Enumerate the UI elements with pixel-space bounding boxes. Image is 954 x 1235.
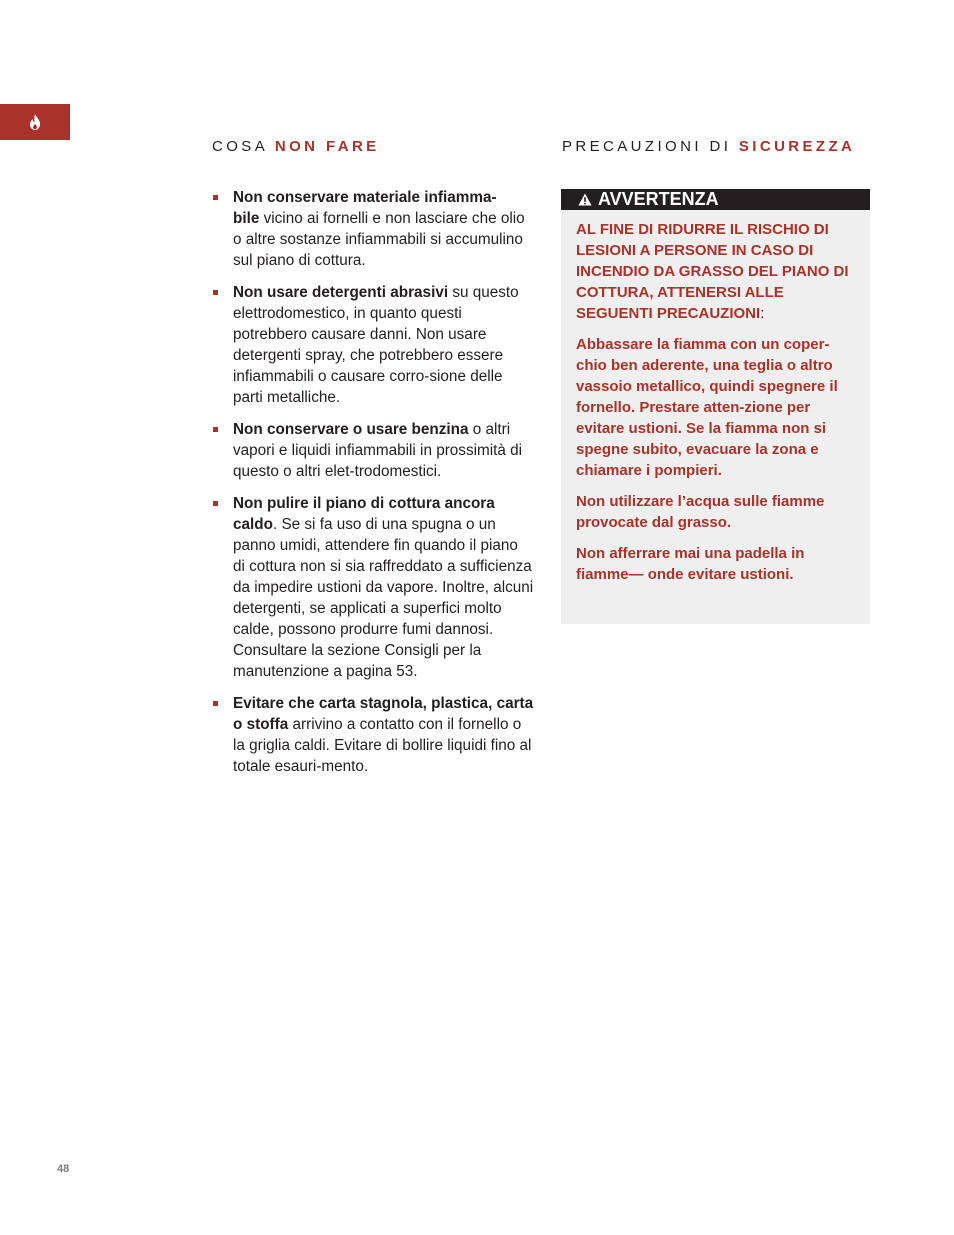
warning-intro-colon: : [760, 305, 765, 322]
item-bold-text: Non conservare materiale infiamma- [233, 189, 497, 206]
bullet-square-icon [213, 427, 218, 432]
item-bold-text: Non conservare o usare benzina [233, 421, 469, 438]
item-text: arrivino a contatto con il fornello o la griglia caldi. Evitare di bollire liquidi fino al totale esauri-mento. [233, 716, 532, 775]
warning-paragraph: Non utilizzare l’acqua sulle fiamme provocate dal grasso. [576, 493, 825, 531]
warning-box [561, 189, 870, 624]
bullet-square-icon [213, 290, 218, 295]
section-heading-cosa-non-fare [212, 138, 380, 155]
heading-accent: SICUREZZA [738, 138, 856, 155]
list-item [212, 282, 534, 408]
bullet-square-icon [213, 701, 218, 706]
section-tab [0, 104, 70, 140]
warning-paragraph: Non afferrare mai una padella in fiamme— onde evitare ustioni. [576, 545, 805, 583]
item-bold-text: Non usare detergenti abrasivi [233, 284, 449, 301]
bullet-square-icon [213, 195, 218, 200]
warning-paragraph: Abbassare la fiamma con un coper-chio ben aderente, una teglia o altro vassoio metallico, quindi spegnere il fornello. Prestare atten-zione per evitare ustioni. Se la fiamma non si spegne subito, evacuare la zona e chiamare i pompieri. [576, 336, 838, 479]
warning-intro [576, 219, 860, 324]
warning-body [561, 210, 870, 585]
heading-plain: PRECAUZIONI DI [562, 138, 732, 155]
section-heading-precauzioni [562, 138, 855, 155]
item-text: o altri vapori e liquidi infiammabili in prossimità di questo o altri elet-trodomestici. [233, 421, 523, 480]
flame-icon [28, 113, 42, 131]
list-item [212, 419, 534, 482]
warning-triangle-icon [578, 193, 592, 206]
item-bold-text: Evitare che carta stagnola, plastica, carta o stoffa [233, 695, 534, 733]
heading-plain: COSA [212, 138, 268, 155]
bullet-square-icon [213, 501, 218, 506]
item-bold-text: Non pulire il piano di cottura ancora caldo [233, 495, 495, 533]
heading-accent: NON FARE [274, 138, 380, 155]
list-item [212, 693, 534, 777]
item-text: . Se si fa uso di una spugna o un panno umidi, attendere fin quando il piano di cottura non si sia raffreddato a sufficienza da impedire ustioni da vapore. Inoltre, alcuni detergenti, se applicati a superfici molto calde, possono produrre fumi dannosi. Consultare la sezione Consigli per la manutenzione a pagina 53. [233, 516, 534, 680]
item-bold-text: bile [233, 210, 260, 227]
do-not-list [212, 187, 534, 788]
warning-intro-text: AL FINE DI RIDURRE IL RISCHIO DI LESIONI A PERSONE IN CASO DI INCENDIO DA GRASSO DEL PIANO DI COTTURA, ATTENERSI ALLE SEGUENTI PRECAUZIONI [576, 221, 849, 322]
item-text: su questo elettrodomestico, in quanto questi potrebbero causare danni. Non usare detergenti spray, che potrebbero essere infiammabili o causare corro-sione delle parti metalliche. [233, 284, 519, 406]
list-item [212, 187, 534, 271]
warning-title: AVVERTENZA [598, 189, 719, 209]
list-item [212, 493, 534, 682]
page-number: 48 [57, 1163, 70, 1175]
item-text: vicino ai fornelli e non lasciare che olio o altre sostanze infiammabili si accumulino sul piano di cottura. [233, 210, 525, 269]
warning-title-bar [561, 189, 870, 210]
